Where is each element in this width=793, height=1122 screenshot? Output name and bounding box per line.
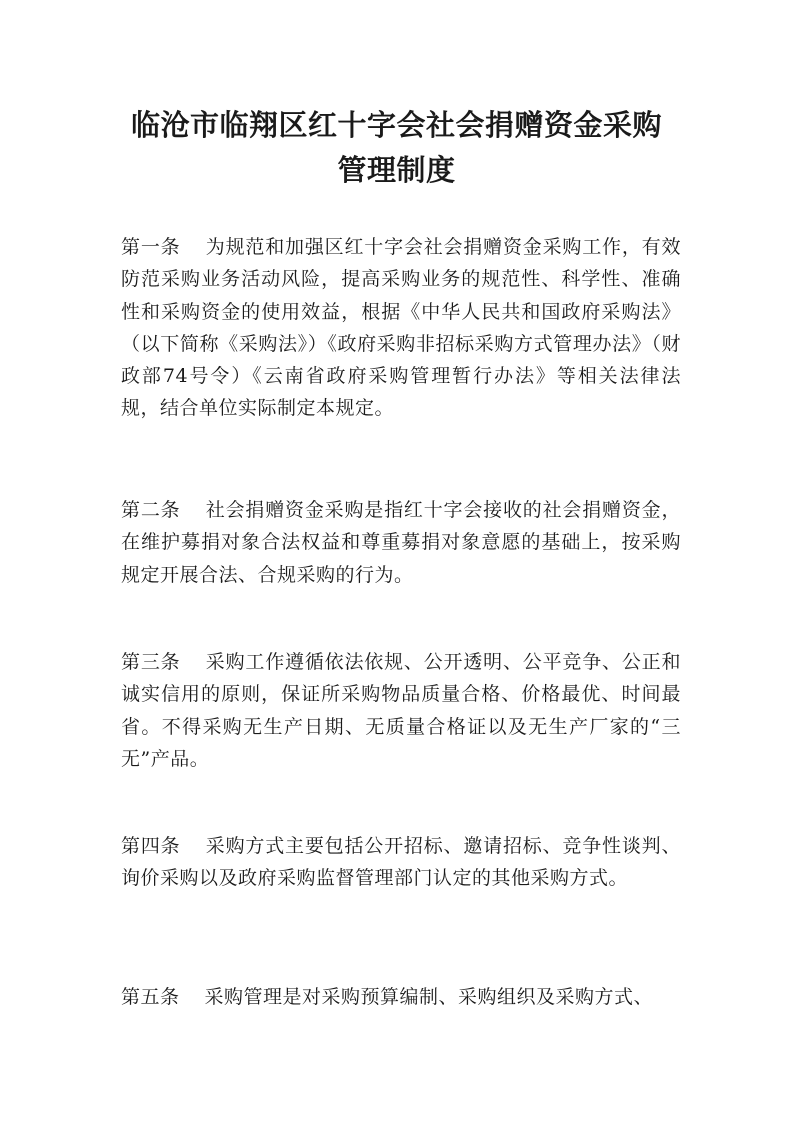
document-title-line-2: 管理制度: [337, 153, 456, 187]
article-3-label: 第三条: [121, 651, 181, 673]
article-2: [121, 494, 681, 591]
article-2-text: 社会捐赠资金采购是指红十字会接收的社会捐赠资金，在维护募捐对象合法权益和尊重募捐对象意愿的基础上，按采购规定开展合法、合规采购的行为。: [121, 499, 681, 586]
article-3-text: 采购工作遵循依法依规、公开透明、公平竞争、公正和诚实信用的原则，保证所采购物品质量合格、价格最优、时间最省。不得采购无生产日期、无质量合格证以及无生产厂家的“三无”产品。: [121, 651, 681, 770]
article-4-text: 采购方式主要包括公开招标、邀请招标、竞争性谈判、询价采购以及政府采购监督管理部门认定的其他采购方式。: [121, 835, 681, 890]
article-3: [121, 646, 681, 775]
article-4-label: 第四条: [121, 835, 181, 857]
article-2-label: 第二条: [121, 499, 181, 521]
article-5: [121, 981, 681, 1013]
article-4: [121, 830, 681, 895]
article-1: [121, 231, 681, 425]
document-title-line-1: 临沧市临翔区红十字会社会捐赠资金采购: [130, 108, 662, 142]
article-5-text: 采购管理是对采购预算编制、采购组织及采购方式、: [204, 986, 654, 1008]
article-1-label: 第一条: [121, 236, 181, 258]
article-1-text: 为规范和加强区红十字会社会捐赠资金采购工作，有效防范采购业务活动风险，提高采购业务的规范性、科学性、准确性和采购资金的使用效益，根据《中华人民共和国政府采购法》（以下简称《采购法》）《政府采购非招标采购方式管理办法》（财政部74号令）《云南省政府采购管理暂行办法》等相关法律法规，结合单位实际制定本规定。: [121, 236, 681, 420]
article-5-label: 第五条: [121, 986, 180, 1008]
